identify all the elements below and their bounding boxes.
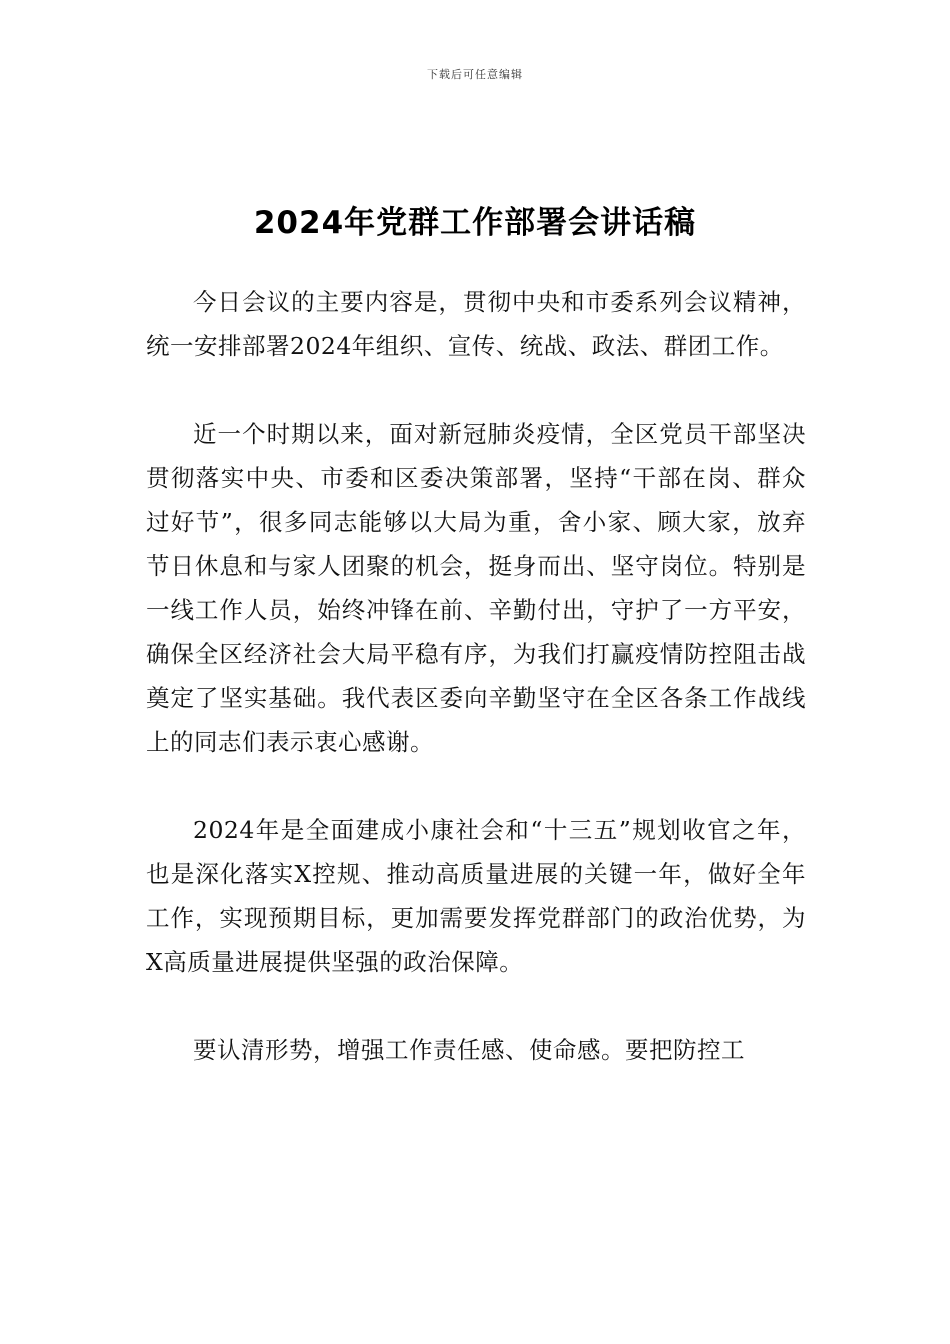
paragraph: 要认清形势，增强工作责任感、使命感。要把防控工 [193,1036,745,1064]
paragraph: 近一个时期以来，面对新冠肺炎疫情，全区党员干部坚决贯彻落实中央、市委和区委决策部署，坚持“干部在岗、群众过好节”，很多同志能够以大局为重，舍小家、顾大家，放弃节日休息和与家人团聚的机会，挺身而出、坚守岗位。特别是一线工作人员，始终冲锋在前、辛勤付出，守护了一方平安，确保全区经济社会大局平稳有序，为我们打赢疫情防控阻击战奠定了坚实基础。我代表区委向辛勤坚守在全区各条工作战线上的同志们表示衷心感谢。 [146,420,806,756]
header-note: 下载后可任意编辑 [427,68,523,81]
document-title: 2024年党群工作部署会讲话稿 [253,204,697,241]
paragraph: 今日会议的主要内容是，贯彻中央和市委系列会议精神，统一安排部署2024年组织、宣传、统战、政法、群团工作。 [146,288,806,360]
paragraph: 2024年是全面建成小康社会和“十三五”规划收官之年，也是深化落实X控规、推动高质量进展的关键一年，做好全年工作，实现预期目标，更加需要发挥党群部门的政治优势，为X高质量进展提供坚强的政治保障。 [146,816,806,976]
document-body [146,280,806,1072]
